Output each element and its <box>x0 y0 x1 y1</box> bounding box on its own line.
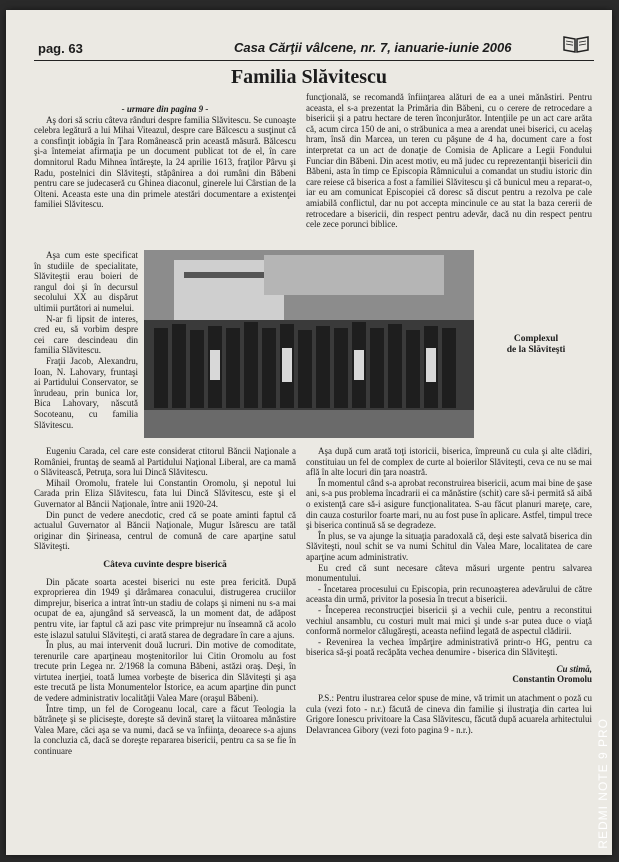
paragraph: - Revenirea la vechea împărţire administrativă printr-o HG, pentru ca biserica să-şi poată recăpăta vechea denumire - biserica din Slăviteşti. <box>306 636 592 658</box>
author-name: Constantin Oromolu <box>512 674 592 685</box>
paragraph: În plus, au mai intervenit două lucruri. Din motive de comoditate, terenurile care aparţineau moştenitorilor lui Citin Oromolu au fost trecute prin Legea nr. 2/1968 la comuna Băbeni, astăzi oraş. Deşi, în virtutea inerţiei, toată lumea vorbeşte de biserica din Slăviteşti şi aşa este trecută pe lista Monumentelor Istorice, ea acum aparţine din punct de vedere administrativ localităţii Valea Mare (oraşul Băbeni). <box>34 640 296 704</box>
continuation-note: - urmare din pagina 9 - <box>121 104 209 114</box>
paragraph: - Încetarea procesului cu Episcopia, prin recunoaşterea adevărului de către aceasta din urmă, privitor la posesia în trecut a bisericii. <box>306 583 592 605</box>
paragraph: Eugeniu Carada, cel care este considerat ctitorul Băncii Naţionale a României, fruntaş de seamă al Partidului Naţional Liberal, are ca mamă o Slăvitească, Petruţa, sora lui Dincă Slăvitescu. <box>34 446 296 478</box>
postscript: P.S.: Pentru ilustrarea celor spuse de mine, vă trimit un atachment o poză cu cula (vezi foto - n.r.) făcută de cineva din familie şi ilustraţia din cartea lui Grigore Ionescu privitoare la Casa Slăvitescu, făcută după acuarela arhitectului Delavrancea Gibory (vezi foto pagina 9 - n.r.). <box>306 693 592 735</box>
signoff: Cu stimă, <box>556 663 592 674</box>
paragraph: Fraţii Jacob, Alexandru, Ioan, N. Lahovary, fruntaşi ai Partidului Conservator, se înrudeau, prin bunica lor, Bica Lahovary, născută Socoteanu, cu familia Slăvitescu. <box>34 355 138 430</box>
paragraph: Aşa după cum arată toţi istoricii, biserica, împreună cu cula şi alte clădiri, constituiau un fel de complex de curte al boierilor Slăviteşti, ceva ce nu se mai află în alte locuri din ţara noastră. <box>306 446 592 478</box>
left-column <box>34 104 296 210</box>
paragraph: - Începerea reconstrucţiei bisericii şi a vechii cule, pentru a reconstitui vechiul ansamblu, cu costuri mult mai mici şi unde s-ar putea duce o viaţă conformă normelor călugăreşti, aceasta nefiind legată de aspectul clădirii. <box>306 604 592 637</box>
heading-line: Complexul <box>513 334 559 344</box>
right-photo-column <box>480 268 592 446</box>
paragraph: Între timp, un fel de Corogeanu local, care a făcut Teologia la bătrâneţe şi se pliciseşte, doreşte să devină stareţ la viitoarea mănăstire Valea Mare, căci aşa se va numi, dacă se va înfiinţa, deoarece s-a ajuns la concluzia că, dacă se doreşte repararea bisericii, pentru ca sa se fie în continuare <box>34 703 296 757</box>
article-title: Familia Slăvitescu <box>230 66 388 88</box>
publication-title: Casa Cărţii vâlcene, nr. 7, ianuarie-iunie 2006 <box>234 40 512 55</box>
document-page <box>6 10 612 855</box>
paragraph: În momentul când s-a aprobat reconstruirea bisericii, acum mai bine de şase ani, s-a pus problema încadrarii ei ca mănăstire (schit) care să-i permită să aibă o existenţă care să-i asigure funcţionalitatea. S-au făcut planuri mareţe, care, din cauza costurilor foarte mari, nu au fost puse în aplicare. Astfel, timpul trece şi biserica continuă să se degradeze. <box>306 477 592 531</box>
paragraph: N-ar fi lipsit de interes, cred eu, să vorbim despre cei care descindeau din familia Slăvitescu. <box>34 313 138 356</box>
paragraph: Mihail Oromolu, fratele lui Constantin Oromolu, şi nepotul lui Carada prin Eliza Slăvitescu, fata lui Dincă Slăvitescu, este şi el Guvernator al Băncii Naţionale, între anii 1920-24. <box>34 477 296 509</box>
book-icon <box>562 34 590 54</box>
section-heading-complex <box>480 334 592 355</box>
page-number: pag. 63 <box>38 41 83 56</box>
left-photo-wrap-text <box>34 250 138 430</box>
camera-watermark: REDMI NOTE 9 PRO <box>596 718 610 849</box>
group-photo <box>144 250 474 438</box>
paragraph: Aşa cum este specificat în studiile de specialitate, Slăviteştii erau boieri de rangul doi şi în decursul secolului XX au dispărut ultimii purtători ai numelui. <box>34 250 138 313</box>
paragraph: Eu cred că sunt necesare câteva măsuri urgente pentru salvarea monumentului. <box>306 562 592 584</box>
photo-illustration <box>144 250 474 438</box>
heading-line: de la Slăviteşti <box>506 344 566 355</box>
paragraph: În plus, se va ajunge la situaţia paradoxală că, deşi este salvată biserica din Slăviteşti, noul schit se va numi Schitul din Valea Mare, localitatea de care aparţine acum administrativ. <box>306 530 592 562</box>
right-column-lower <box>306 446 592 735</box>
paragraph: funcţională, se recomandă înfiinţarea alături de ea a unei mănăstiri. Pentru aceasta, el s-a prezentat la Primăria din Băbeni, cu o cerere de retrocedare a bisericii şi a patru hectare de teren înconjurător. Intenţiile pe un act care arăta că, acum circa 150 de ani, o străbunica a mea a arendat unei biserici, cu acelaş hram, însă din Marcea, un teren cu păşune de 4 ha, document care a fost interpretat ca un act de donaţie de Comisia de Aplicare a Legii Fondului Funciar din Băbeni. Din acest motiv, eu mă judec cu reprezentanţii bisericii din Băbeni, asta în timp ce Episcopia Râmnicului a comandat un studiu istoric din care reiese că biserica a fost a familiei Slăvitescu şi că bunicul meu a reparat-o, iar eu am comunicat Episcopiei că doresc să discut pentru a rezolva pe cale amiabilă conflictul, dar nu pot accepta mincinule ce au stat la baza cererii de retrocedare a bisericii, din respect pentru adevăr, dacă nu din respect pentru cele zece porunci biblice. <box>306 92 592 230</box>
paragraph: Din păcate soarta acestei biserici nu este prea fericită. După exproprierea din 1949 şi dărâmarea conacului, distrugerea cruciilor dimprejur, biserica a intrat într-un stadiu de colaps şi nimeni nu s-a mai ocupat de ea, ajungând să servească, la un moment dat, de adăpost pentru vite, iar faptul că azi pasc vite primprejur nu înseamnă că acolo este islazul satului Slăviteşti, ci arată starea de degradare în care a ajuns. <box>34 576 296 640</box>
paragraph: Aş dori să scriu câteva rânduri despre familia Slăvitescu. Se cunoaşte celebra legătură a lui Mihai Viteazul, despre care Bălcescu a susţinut că a consfinţit iobăgia în Ţara Românească prin această măsură. Bălcescu şi-a întemeiat afirmaţia pe un document publicat tot de el, în care domnitorul Radu Mihnea întăreşte, la 24 aprilie 1613, fraţilor Pârvu şi Radu, postelnici din Slăviteşti, stăpânirea a doi rumâni din Băbeni pentru care se judecaseră cu Ghinea diaconul, ginerele lui Cârstian de la Olteni. Aceasta este una din primele atestări documentare a existenţei familiei Slăvitescu. <box>34 114 296 210</box>
right-column <box>306 92 592 242</box>
paragraph: Din punct de vedere anecdotic, cred că se poate aminti faptul că actualul Guvernator al Băncii Naţionale, Mugur Isărescu are tatăl originar din Şirineasa, centrul de comună de care aparţine satul Slăviteşti. <box>34 509 296 552</box>
left-column-lower <box>34 446 296 757</box>
page-header <box>34 38 594 61</box>
section-heading-biserica: Câteva cuvinte despre biserică <box>103 559 227 570</box>
